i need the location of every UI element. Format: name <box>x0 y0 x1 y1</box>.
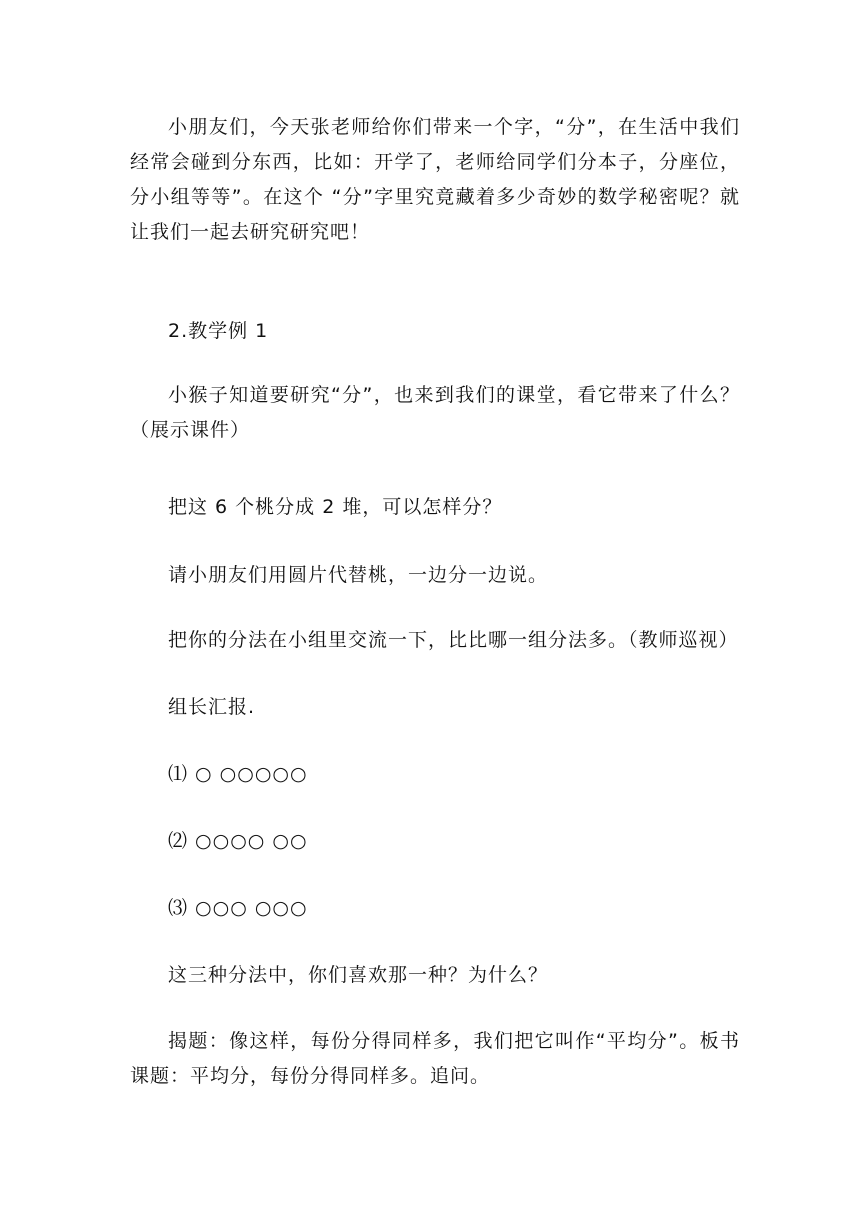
peach-question: 把这 6 个桃分成 2 堆，可以怎样分？ <box>168 496 503 518</box>
instruction-paragraph: 请小朋友们用圆片代替桃，一边分一边说。 <box>168 564 549 586</box>
group-report-line: 组长汇报. <box>168 696 256 718</box>
method-2-line: ⑵ ○○○○ ○○ <box>168 830 308 852</box>
group-discussion-paragraph: 把你的分法在小组里交流一下，比比哪一组分法多。（教师巡视） <box>168 629 739 651</box>
intro-paragraph: 小朋友们，今天张老师给你们带来一个字，“分”，在生活中我们经常会碰到分东西，比如：开学了，老师给同学们分本子，分座位，分小组等等”。在这个 “分”字里究竟藏着多少奇妙的数学秘密呢？就让我们一起去研究研究吧！ <box>130 116 740 243</box>
monkey-paragraph: 小猴子知道要研究“分”，也来到我们的课堂，看它带来了什么？（展示课件） <box>130 384 740 441</box>
method-1-line: ⑴ ○ ○○○○○ <box>168 763 308 785</box>
topic-reveal-paragraph: 揭题：像这样，每份分得同样多，我们把它叫作“平均分”。板书课题：平均分，每份分得同样多。追问。 <box>130 1030 740 1087</box>
method-3-line: ⑶ ○○○ ○○○ <box>168 897 308 919</box>
section-heading-example-1: 2.教学例 1 <box>168 320 269 342</box>
preference-question: 这三种分法中，你们喜欢那一种？为什么？ <box>168 964 549 986</box>
